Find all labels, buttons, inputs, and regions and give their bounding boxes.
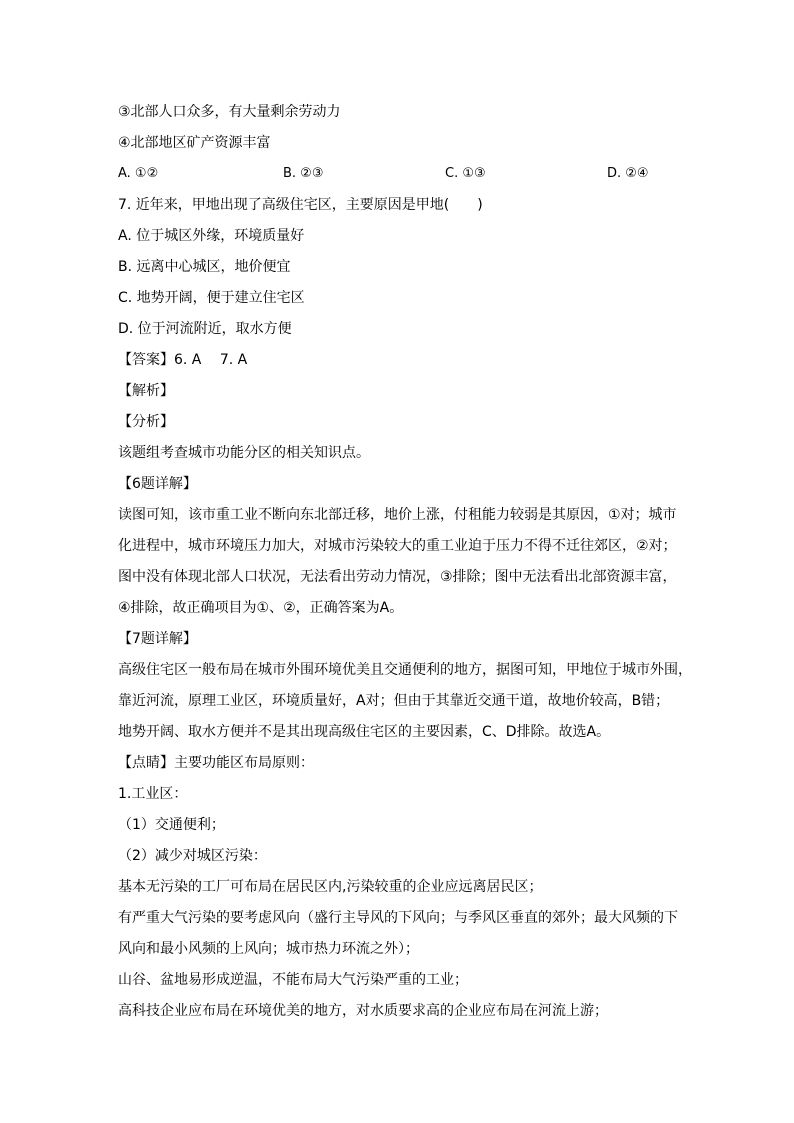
- q7-detail-line: 地势开阔、取水方便并不是其出现高级住宅区的主要因素，C、D排除。故选A。: [118, 724, 611, 740]
- q7-detail-heading: 【7题详解】: [118, 631, 197, 647]
- q7-option-d: D. 位于河流附近，取水方便: [118, 321, 292, 337]
- q6-detail-line: 图中没有体现北部人口状况，无法看出劳动力情况，③排除；图中无法看出北部资源丰富，: [118, 569, 677, 585]
- q7-detail-line: 高级住宅区一般布局在城市外围环境优美且交通便利的地方，据图可知，甲地位于城市外围，: [118, 662, 692, 678]
- dianjing-line: 高科技企业应布局在环境优美的地方，对水质要求高的企业应布局在河流上游；: [118, 1003, 608, 1019]
- q6-option-a: A. ①②: [118, 166, 159, 181]
- fenxi-heading: 【分析】: [118, 414, 174, 430]
- statement-3: ③北部人口众多，有大量剩余劳动力: [118, 104, 341, 120]
- statement-4: ④北部地区矿产资源丰富: [118, 135, 271, 151]
- dianjing-line: （1）交通便利；: [118, 817, 225, 833]
- q6-detail-line: 化进程中，城市环境压力加大，对城市污染较大的重工业迫于压力不得不迁往郊区，②对；: [118, 538, 677, 554]
- q7-option-b: B. 远离中心城区，地价便宜: [118, 259, 291, 275]
- answer-line: 【答案】6. A 7. A: [118, 352, 248, 368]
- fenxi-text: 该题组考查城市功能分区的相关知识点。: [118, 445, 370, 461]
- q6-option-b: B. ②③: [283, 166, 324, 181]
- dianjing-line: 山谷、盆地易形成逆温，不能布局大气污染严重的工业；: [118, 972, 468, 988]
- q6-detail-line: ④排除，故正确项目为①、②，正确答案为A。: [118, 600, 404, 616]
- q7-stem: 7. 近年来，甲地出现了高级住宅区，主要原因是甲地( ): [118, 197, 483, 213]
- dianjing-heading: 【点睛】主要功能区布局原则：: [118, 755, 314, 771]
- q7-option-c: C. 地势开阔，便于建立住宅区: [118, 290, 305, 306]
- q6-detail-line: 读图可知，该市重工业不断向东北部迁移，地价上涨，付租能力较弱是其原因，①对；城市: [118, 507, 677, 523]
- analysis-heading: 【解析】: [118, 383, 174, 399]
- dianjing-line: 风向和最小风频的上风向；城市热力环流之外）；: [118, 941, 419, 957]
- q6-option-c: C. ①③: [445, 166, 486, 181]
- dianjing-line: 有严重大气污染的要考虑风向（盛行主导风的下风向；与季风区垂直的郊外；最大风频的下: [118, 910, 678, 926]
- dianjing-line: 1.工业区：: [118, 786, 188, 802]
- q6-detail-heading: 【6题详解】: [118, 476, 197, 492]
- dianjing-line: （2）减少对城区污染：: [118, 848, 267, 864]
- q7-detail-line: 靠近河流，原理工业区，环境质量好，A对；但由于其靠近交通干道，故地价较高，B错；: [118, 693, 670, 709]
- dianjing-line: 基本无污染的工厂可布局在居民区内,污染较重的企业应远离居民区；: [118, 879, 543, 895]
- q7-option-a: A. 位于城区外缘，环境质量好: [118, 228, 305, 244]
- q6-option-d: D. ②④: [607, 166, 649, 181]
